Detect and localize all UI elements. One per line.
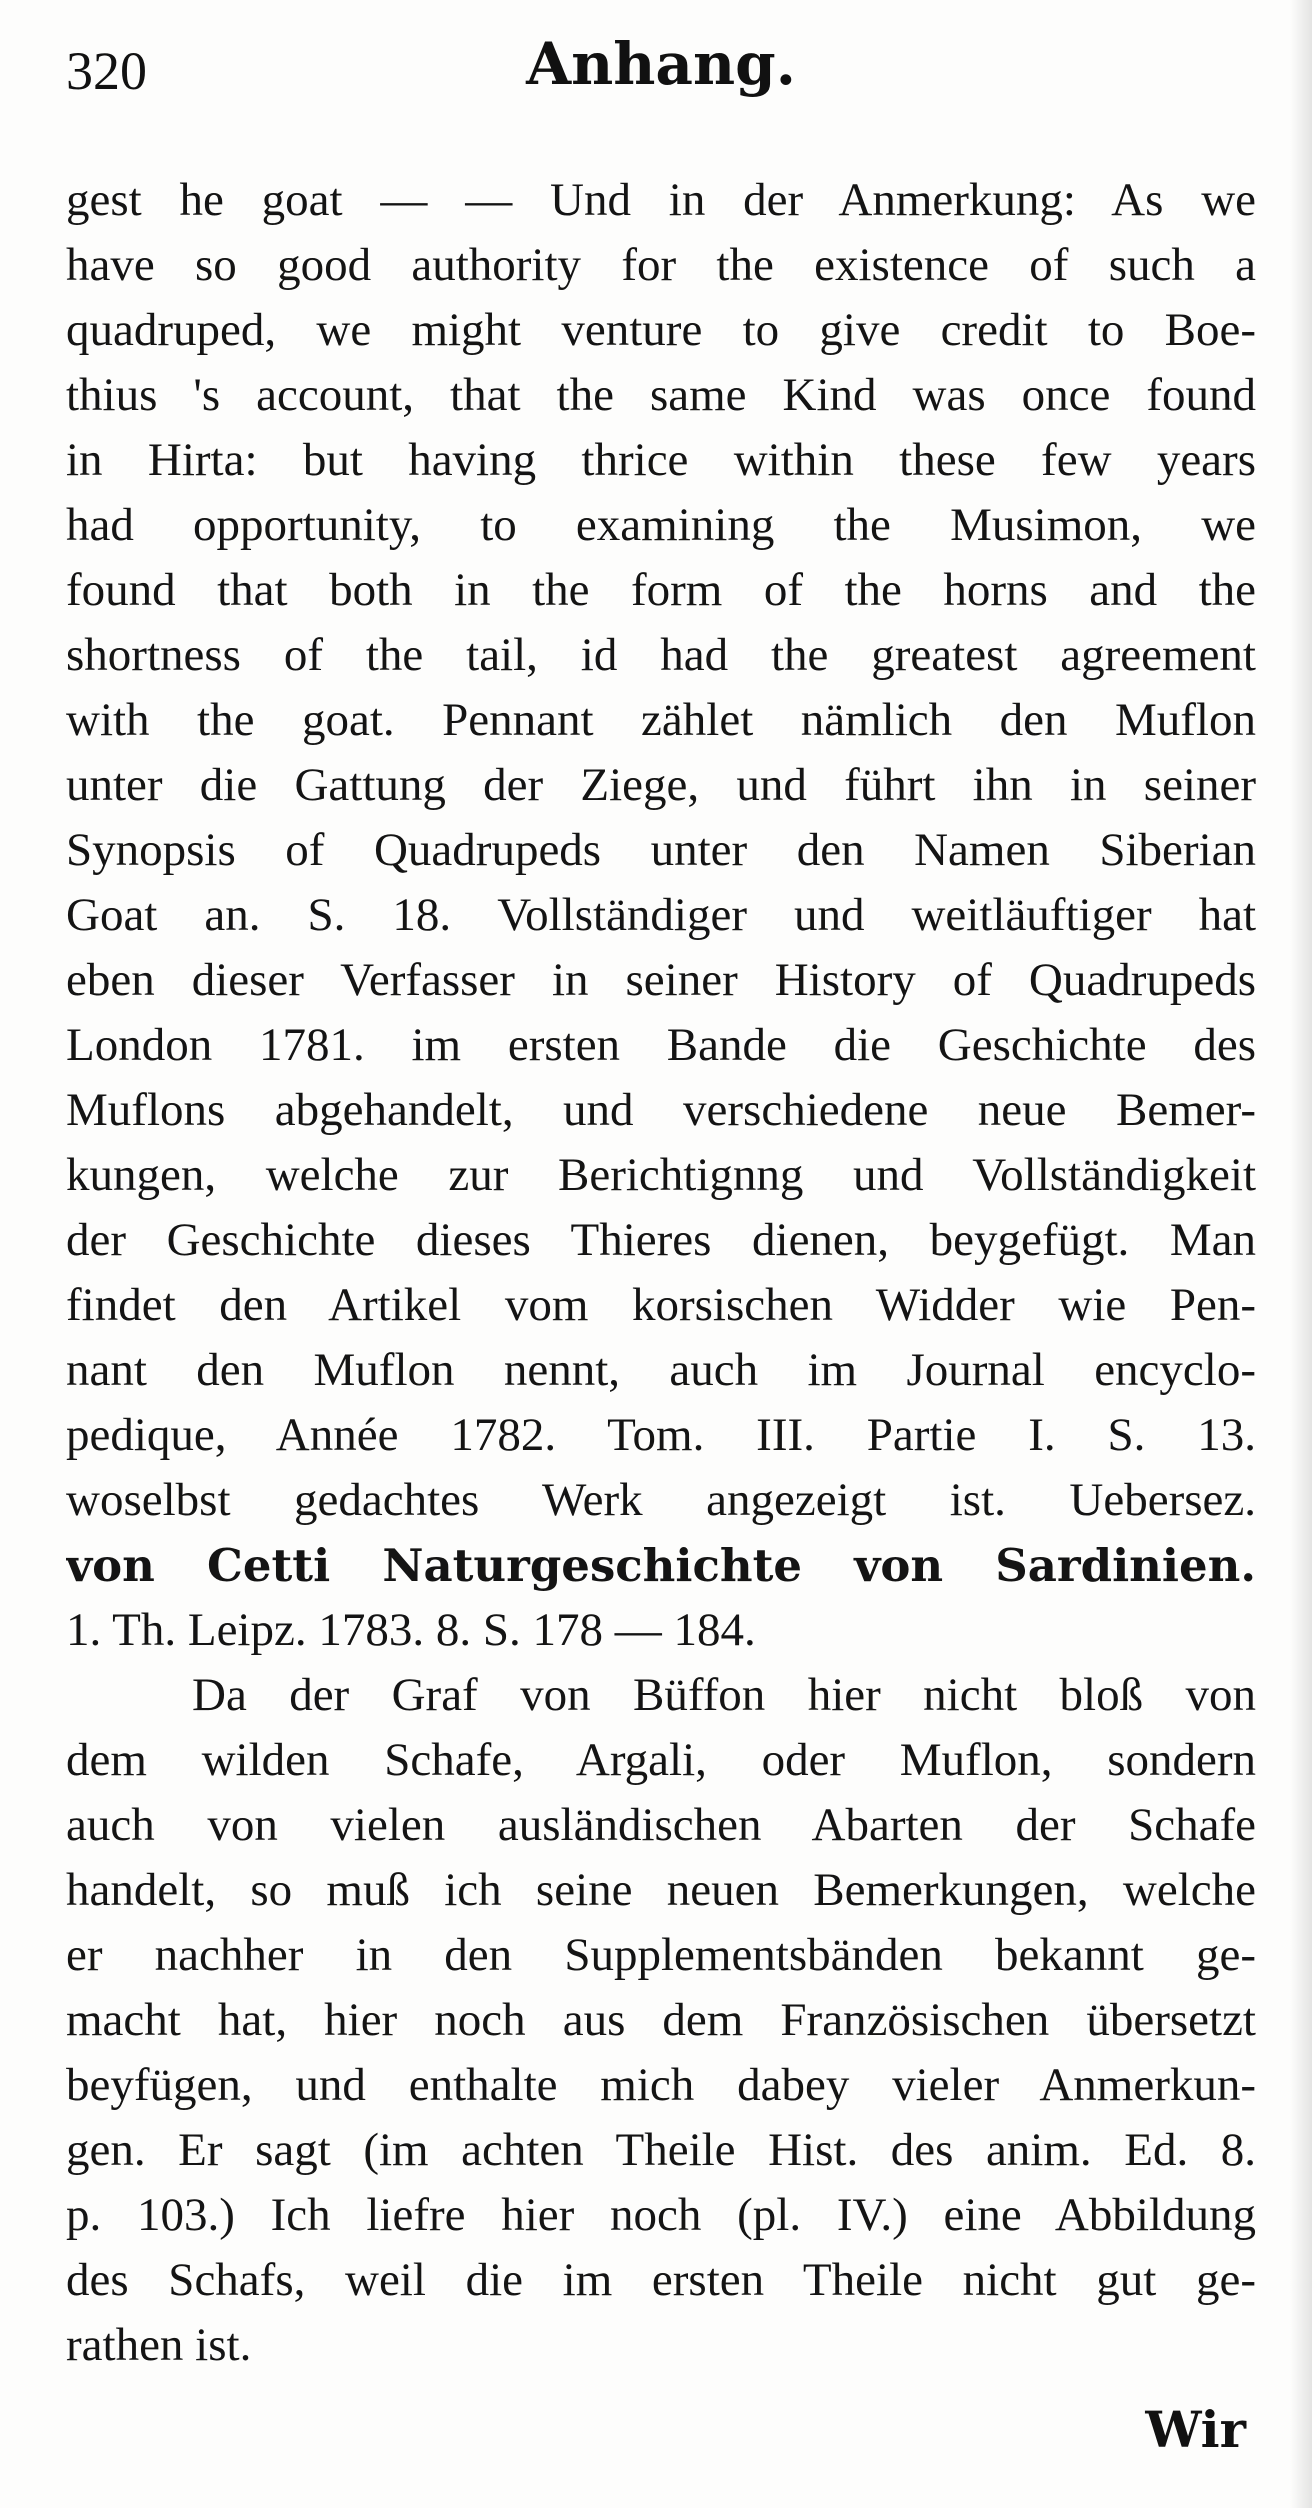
text-line: dem wilden Schafe, Argali, oder Muflon, sondern <box>66 1734 1256 1786</box>
text-line: thius 's account, that the same Kind was once found <box>66 369 1256 421</box>
text-line: findet den Artikel vom korsischen Widder wie Pen- <box>66 1279 1256 1331</box>
text-line: p. 103.) Ich liefre hier noch (pl. IV.) eine Abbildung <box>66 2189 1256 2241</box>
text-line: der Geschichte dieses Thieres dienen, beygefügt. Man <box>66 1214 1256 1266</box>
text-line: beyfügen, und enthalte mich dabey vieler Anmerkun- <box>66 2059 1256 2111</box>
text-line: von Cetti Naturgeschichte von Sardinien. <box>66 1539 1256 1592</box>
text-line: London 1781. im ersten Bande die Geschichte des <box>66 1019 1256 1071</box>
text-line: er nachher in den Supplementsbänden bekannt ge- <box>66 1929 1256 1981</box>
text-line: auch von vielen ausländischen Abarten der Schafe <box>66 1799 1256 1851</box>
text-line: have so good authority for the existence of such a <box>66 239 1256 291</box>
text-line: 1. Th. Leipz. 1783. 8. S. 178 — 184. <box>66 1604 756 1656</box>
text-line: macht hat, hier noch aus dem Französischen übersetzt <box>66 1994 1256 2046</box>
text-line: unter die Gattung der Ziege, und führt ihn in seiner <box>66 759 1256 811</box>
page-number: 320 <box>66 41 147 101</box>
running-head: Anhang. <box>526 30 796 98</box>
text-line: eben dieser Verfasser in seiner History of Quadrupeds <box>66 954 1256 1006</box>
text-line: with the goat. Pennant zählet nämlich den Muflon <box>66 694 1256 746</box>
text-line: found that both in the form of the horns and the <box>66 564 1256 616</box>
text-line: shortness of the tail, id had the greatest agreement <box>66 629 1256 681</box>
text-line: gest he goat — — Und in der Anmerkung: As we <box>66 174 1256 226</box>
text-line: des Schafs, weil die im ersten Theile nicht gut ge- <box>66 2254 1256 2306</box>
paragraph-first-line: Da der Graf von Büffon hier nicht bloß von <box>192 1669 1256 1721</box>
text-line: quadruped, we might venture to give credit to Boe- <box>66 304 1256 356</box>
text-line: in Hirta: but having thrice within these few years <box>66 434 1256 486</box>
text-line: rathen ist. <box>66 2319 252 2371</box>
text-line: gen. Er sagt (im achten Theile Hist. des anim. Ed. 8. <box>66 2124 1256 2176</box>
page-header <box>66 30 1256 150</box>
text-line: Synopsis of Quadrupeds unter den Namen Siberian <box>66 824 1256 876</box>
text-line: Goat an. S. 18. Vollständiger und weitläuftiger hat <box>66 889 1256 941</box>
page-body <box>66 168 1256 2378</box>
text-line: pedique, Année 1782. Tom. III. Partie I. S. 13. <box>66 1409 1256 1461</box>
text-line: Muflons abgehandelt, und verschiedene neue Bemer- <box>66 1084 1256 1136</box>
text-line: woselbst gedachtes Werk angezeigt ist. Uebersez. <box>66 1474 1256 1526</box>
text-line: nant den Muflon nennt, auch im Journal encyclo- <box>66 1344 1256 1396</box>
text-line: kungen, welche zur Berichtignng und Vollständigkeit <box>66 1149 1256 1201</box>
text-line: had opportunity, to examining the Musimon, we <box>66 499 1256 551</box>
catchword: Wir <box>1145 2400 1246 2459</box>
text-line: handelt, so muß ich seine neuen Bemerkungen, welche <box>66 1864 1256 1916</box>
